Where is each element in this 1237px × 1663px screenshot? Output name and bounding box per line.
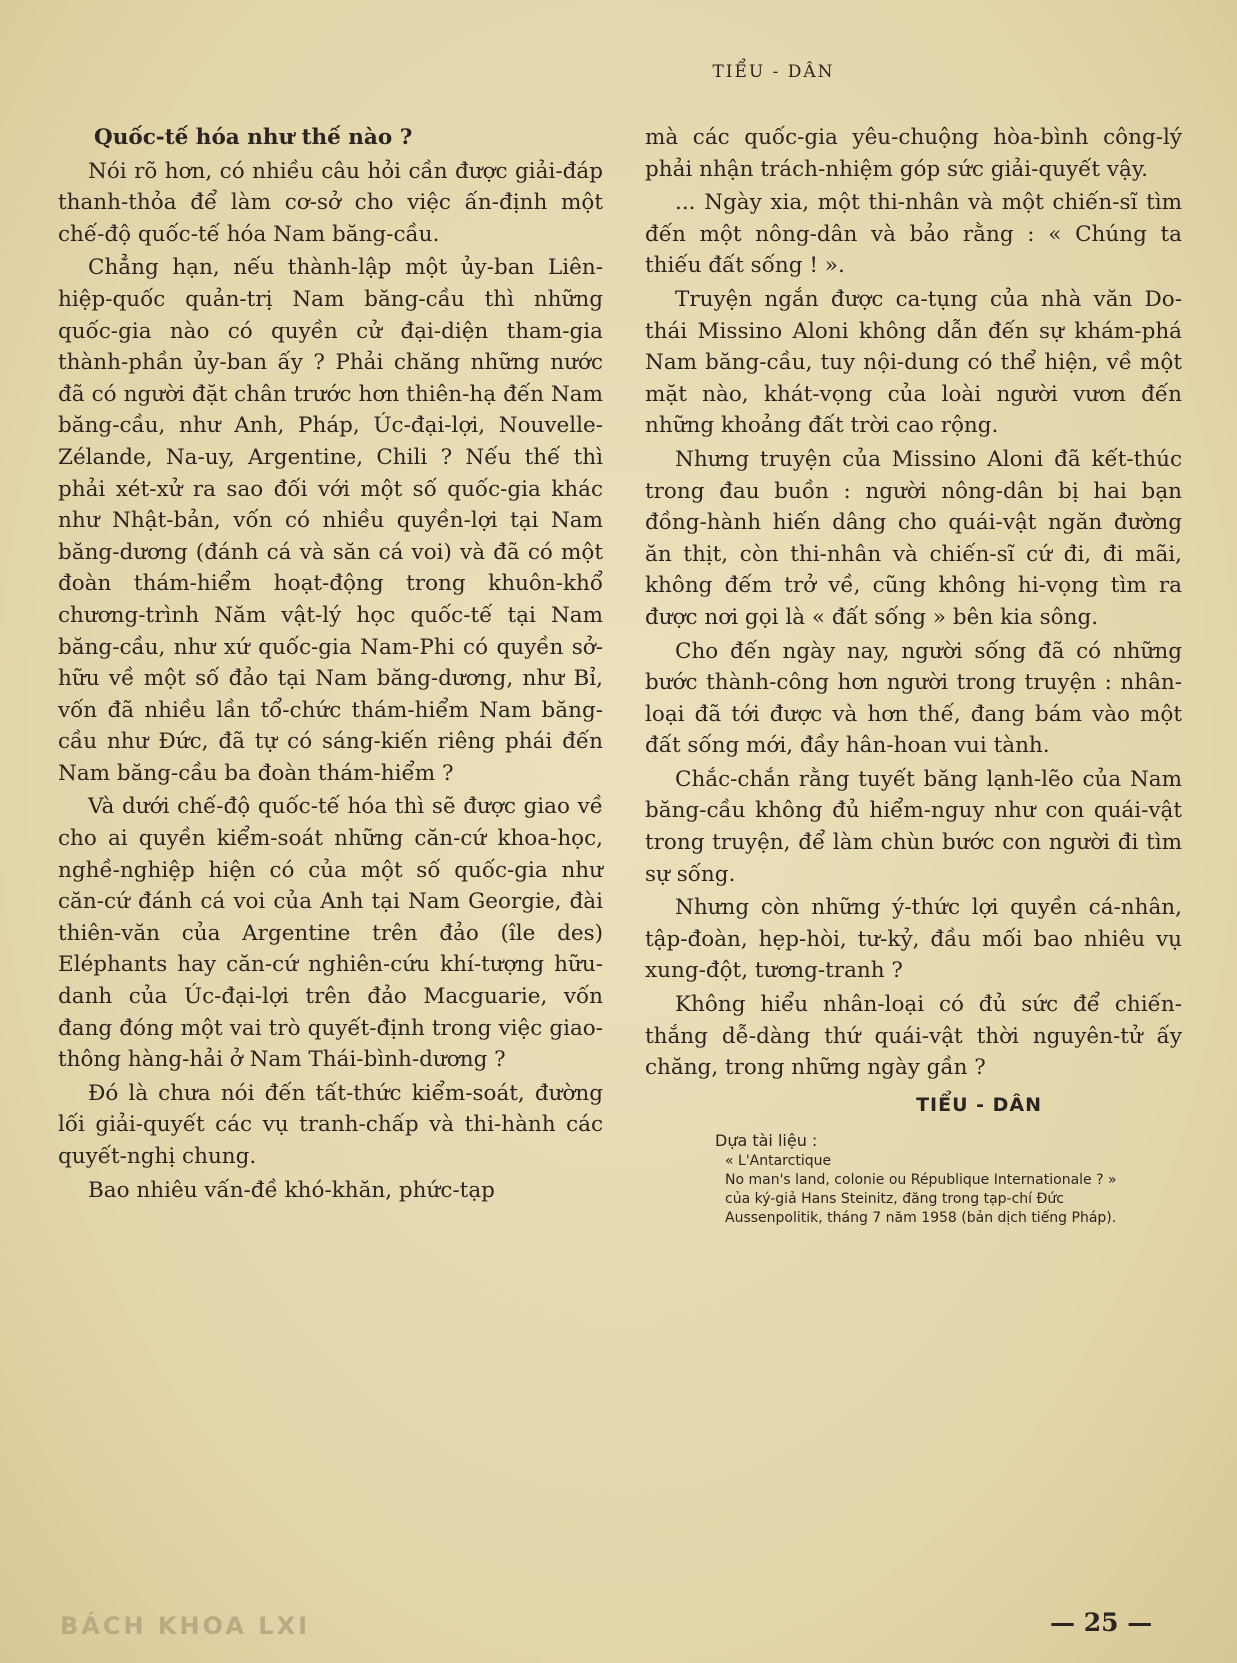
paragraph: Nhưng truyện của Missino Aloni đã kết-thúc trong đau buồn : người nông-dân bị hai bạn đồng-hành hiến dâng cho quái-vật ngăn đường ăn thịt, còn thi-nhân và chiến-sĩ cứ đi, đi mãi, không đếm trở về, cũng không hi-vọng tìm ra được nơi gọi là « đất sống » bên kia sông.: [645, 446, 1182, 630]
author-signature: TIỂU - DÂN: [916, 1093, 1042, 1116]
source-line: No man's land, colonie ou République Internationale ? »: [725, 1172, 1117, 1189]
source-line: « L'Antarctique: [725, 1153, 832, 1170]
paragraph: mà các quốc-gia yêu-chuộng hòa-bình công-lý phải nhận trách-nhiệm góp sức giải-quyết vậy.: [645, 125, 1182, 182]
paragraph: Bao nhiêu vấn-đề khó-khăn, phức-tạp: [88, 1177, 495, 1203]
sources-heading: Dựa tài liệu :: [715, 1131, 818, 1151]
paragraph: Truyện ngắn được ca-tụng của nhà văn Do-thái Missino Aloni không dẫn đến sự khám-phá Nam băng-cầu, tuy nội-dung có thể hiện, về một mặt nào, khát-vọng của loài người vươn đến những khoảng đất trời cao rộng.: [645, 286, 1182, 439]
left-column: [58, 122, 603, 1206]
paragraph: Và dưới chế-độ quốc-tế hóa thì sẽ được giao về cho ai quyền kiểm-soát những căn-cứ khoa-học, nghề-nghiệp hiện có của một số quốc-gia như căn-cứ đánh cá voi của Anh tại Nam Georgie, đài thiên-văn của Argentine trên đảo (île des) Eléphants hay căn-cứ nghiên-cứu khí-tượng hữu-danh của Úc-đại-lợi trên đảo Macguarie, vốn đang đóng một vai trò quyết-định trong việc giao-thông hàng-hải ở Nam Thái-bình-dương ?: [58, 794, 603, 1073]
right-column: [645, 122, 1182, 1228]
source-line: của ký-giả Hans Steinitz, đăng trong tạp-chí Đức Aussenpolitik, tháng 7 năm 1958 (bản dịch tiếng Pháp).: [725, 1191, 1117, 1227]
paragraph: ... Ngày xia, một thi-nhân và một chiến-sĩ tìm đến một nông-dân và bảo rằng : « Chúng ta thiếu đất sống ! ».: [645, 190, 1182, 279]
paragraph: Chẳng hạn, nếu thành-lập một ủy-ban Liên-hiệp-quốc quản-trị Nam băng-cầu thì những quốc-gia nào có quyền cử đại-diện tham-gia thành-phần ủy-ban ấy ? Phải chăng những nước đã có người đặt chân trước hơn thiên-hạ đến Nam băng-cầu, như Anh, Pháp, Úc-đại-lợi, Nouvelle-Zélande, Na-uy, Argentine, Chili ? Nếu thế thì phải xét-xử ra sao đối với một số quốc-gia khác như Nhật-bản, vốn có nhiều quyền-lợi tại Nam băng-dương (đánh cá và săn cá voi) và đã có một đoàn thám-hiểm hoạt-động trong khuôn-khổ chương-trình Năm vật-lý học quốc-tế tại Nam băng-cầu, như xứ quốc-gia Nam-Phi có quyền sở-hữu về một số đảo tại Nam băng-dương, như Bỉ, vốn đã nhiều lần tổ-chức thám-hiểm Nam băng-cầu như Đức, đã tự có sáng-kiến riêng phái đến Nam băng-cầu ba đoàn thám-hiểm ?: [58, 255, 603, 786]
paragraph: Nói rõ hơn, có nhiều câu hỏi cần được giải-đáp thanh-thỏa để làm cơ-sở cho việc ấn-định một chế-độ quốc-tế hóa Nam băng-cầu.: [58, 158, 603, 247]
running-header: TIỂU - DÂN: [712, 62, 835, 82]
page-number: — 25 —: [1050, 1608, 1153, 1637]
paragraph: Nhưng còn những ý-thức lợi quyền cá-nhân, tập-đoàn, hẹp-hòi, tư-kỷ, đầu mối bao nhiêu vụ xung-đột, tương-tranh ?: [645, 895, 1182, 984]
sources-note: [715, 1131, 1162, 1228]
section-subheading: Quốc-tế hóa như thế nào ?: [94, 125, 413, 150]
paragraph: Đó là chưa nói đến tất-thức kiểm-soát, đường lối giải-quyết các vụ tranh-chấp và thi-hành các quyết-nghị chung.: [58, 1080, 603, 1169]
paragraph: Chắc-chắn rằng tuyết băng lạnh-lẽo của Nam băng-cầu không đủ hiểm-nguy như con quái-vật trong truyện, để làm chùn bước con người đi tìm sự sống.: [645, 766, 1182, 887]
paragraph: Không hiểu nhân-loại có đủ sức để chiến-thắng dễ-dàng thứ quái-vật thời nguyên-tử ấy chăng, trong những ngày gần ?: [645, 992, 1182, 1081]
paragraph: Cho đến ngày nay, người sống đã có những bước thành-công hơn người trong truyện : nhân-loại đã tới được và hơn thế, đang bám vào một đất sống mới, đầy hân-hoan vui tành.: [645, 638, 1182, 759]
magazine-footer: BÁCH KHOA LXI: [60, 1612, 311, 1640]
